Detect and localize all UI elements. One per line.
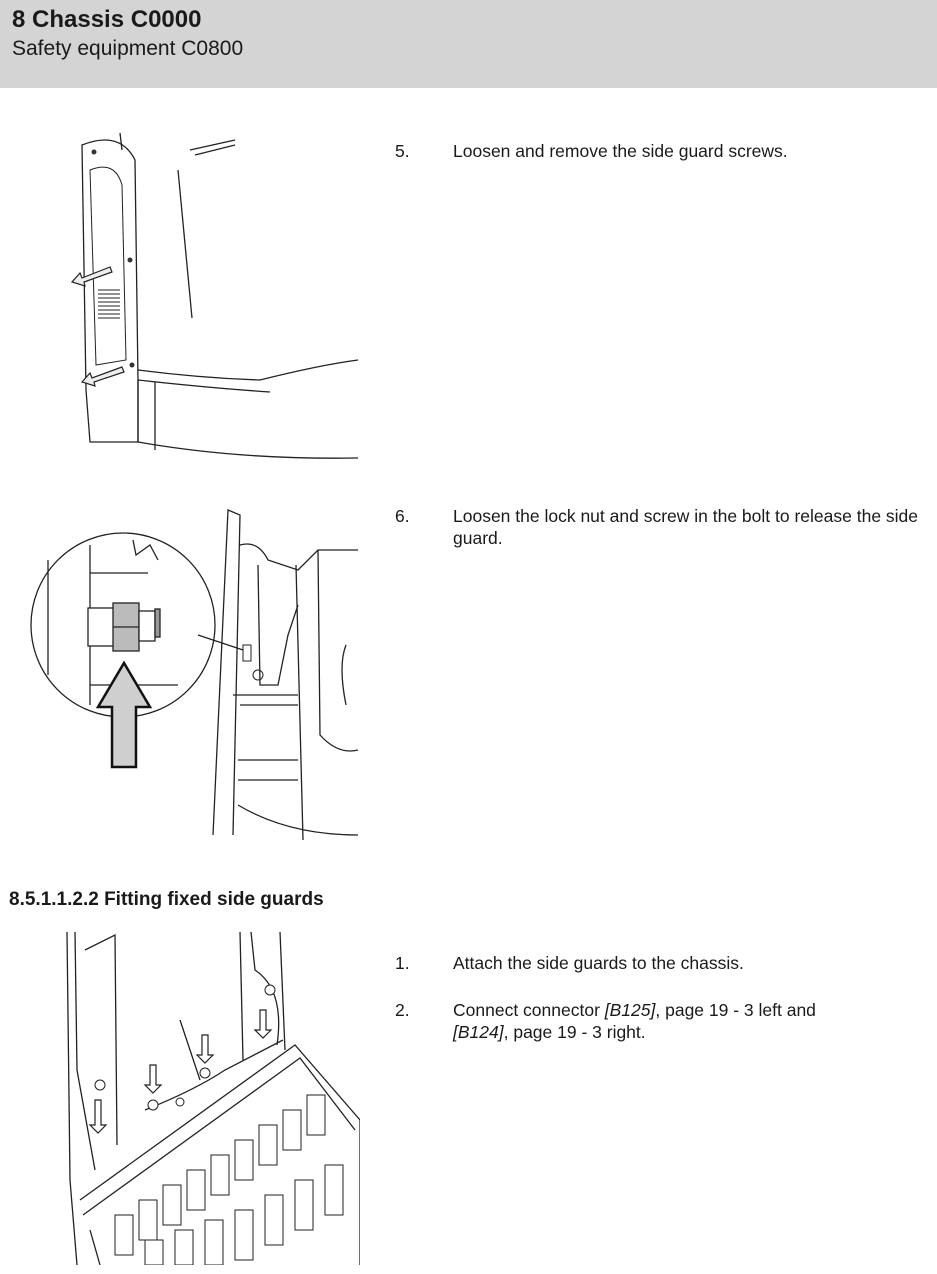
section-title: Safety equipment C0800 — [12, 37, 244, 60]
connector-ref-b125[interactable]: [B125] — [604, 1000, 656, 1020]
step-text — [453, 999, 937, 1043]
step-6 — [395, 505, 937, 549]
step-5 — [395, 140, 937, 162]
step-text: Loosen and remove the side guard screws. — [453, 141, 788, 161]
fitting-side-guards-illustration — [55, 930, 360, 1265]
step-number: 1. — [395, 953, 410, 973]
connector-ref-b124[interactable]: [B124] — [453, 1022, 504, 1042]
step-number: 2. — [395, 1000, 410, 1020]
step-text: Loosen the lock nut and screw in the bolt to release the side guard. — [453, 506, 919, 548]
step-text-part: , page 19 - 3 right. — [503, 1022, 646, 1042]
step-1 — [395, 952, 937, 974]
chapter-title: 8 Chassis C0000 — [12, 6, 202, 33]
step-text: Attach the side guards to the chassis. — [453, 953, 744, 973]
step-number: 5. — [395, 141, 410, 161]
step-number: 6. — [395, 506, 410, 526]
lock-nut-bolt-illustration — [28, 505, 360, 840]
side-guard-screws-illustration — [60, 130, 360, 465]
step-text-part: Connect connector — [453, 1000, 605, 1020]
step-text-part: , page 19 - 3 left and — [655, 1000, 816, 1020]
subheading: 8.5.1.1.2.2 Fitting fixed side guards — [9, 889, 324, 910]
step-2 — [395, 999, 937, 1043]
page-header — [0, 0, 937, 88]
